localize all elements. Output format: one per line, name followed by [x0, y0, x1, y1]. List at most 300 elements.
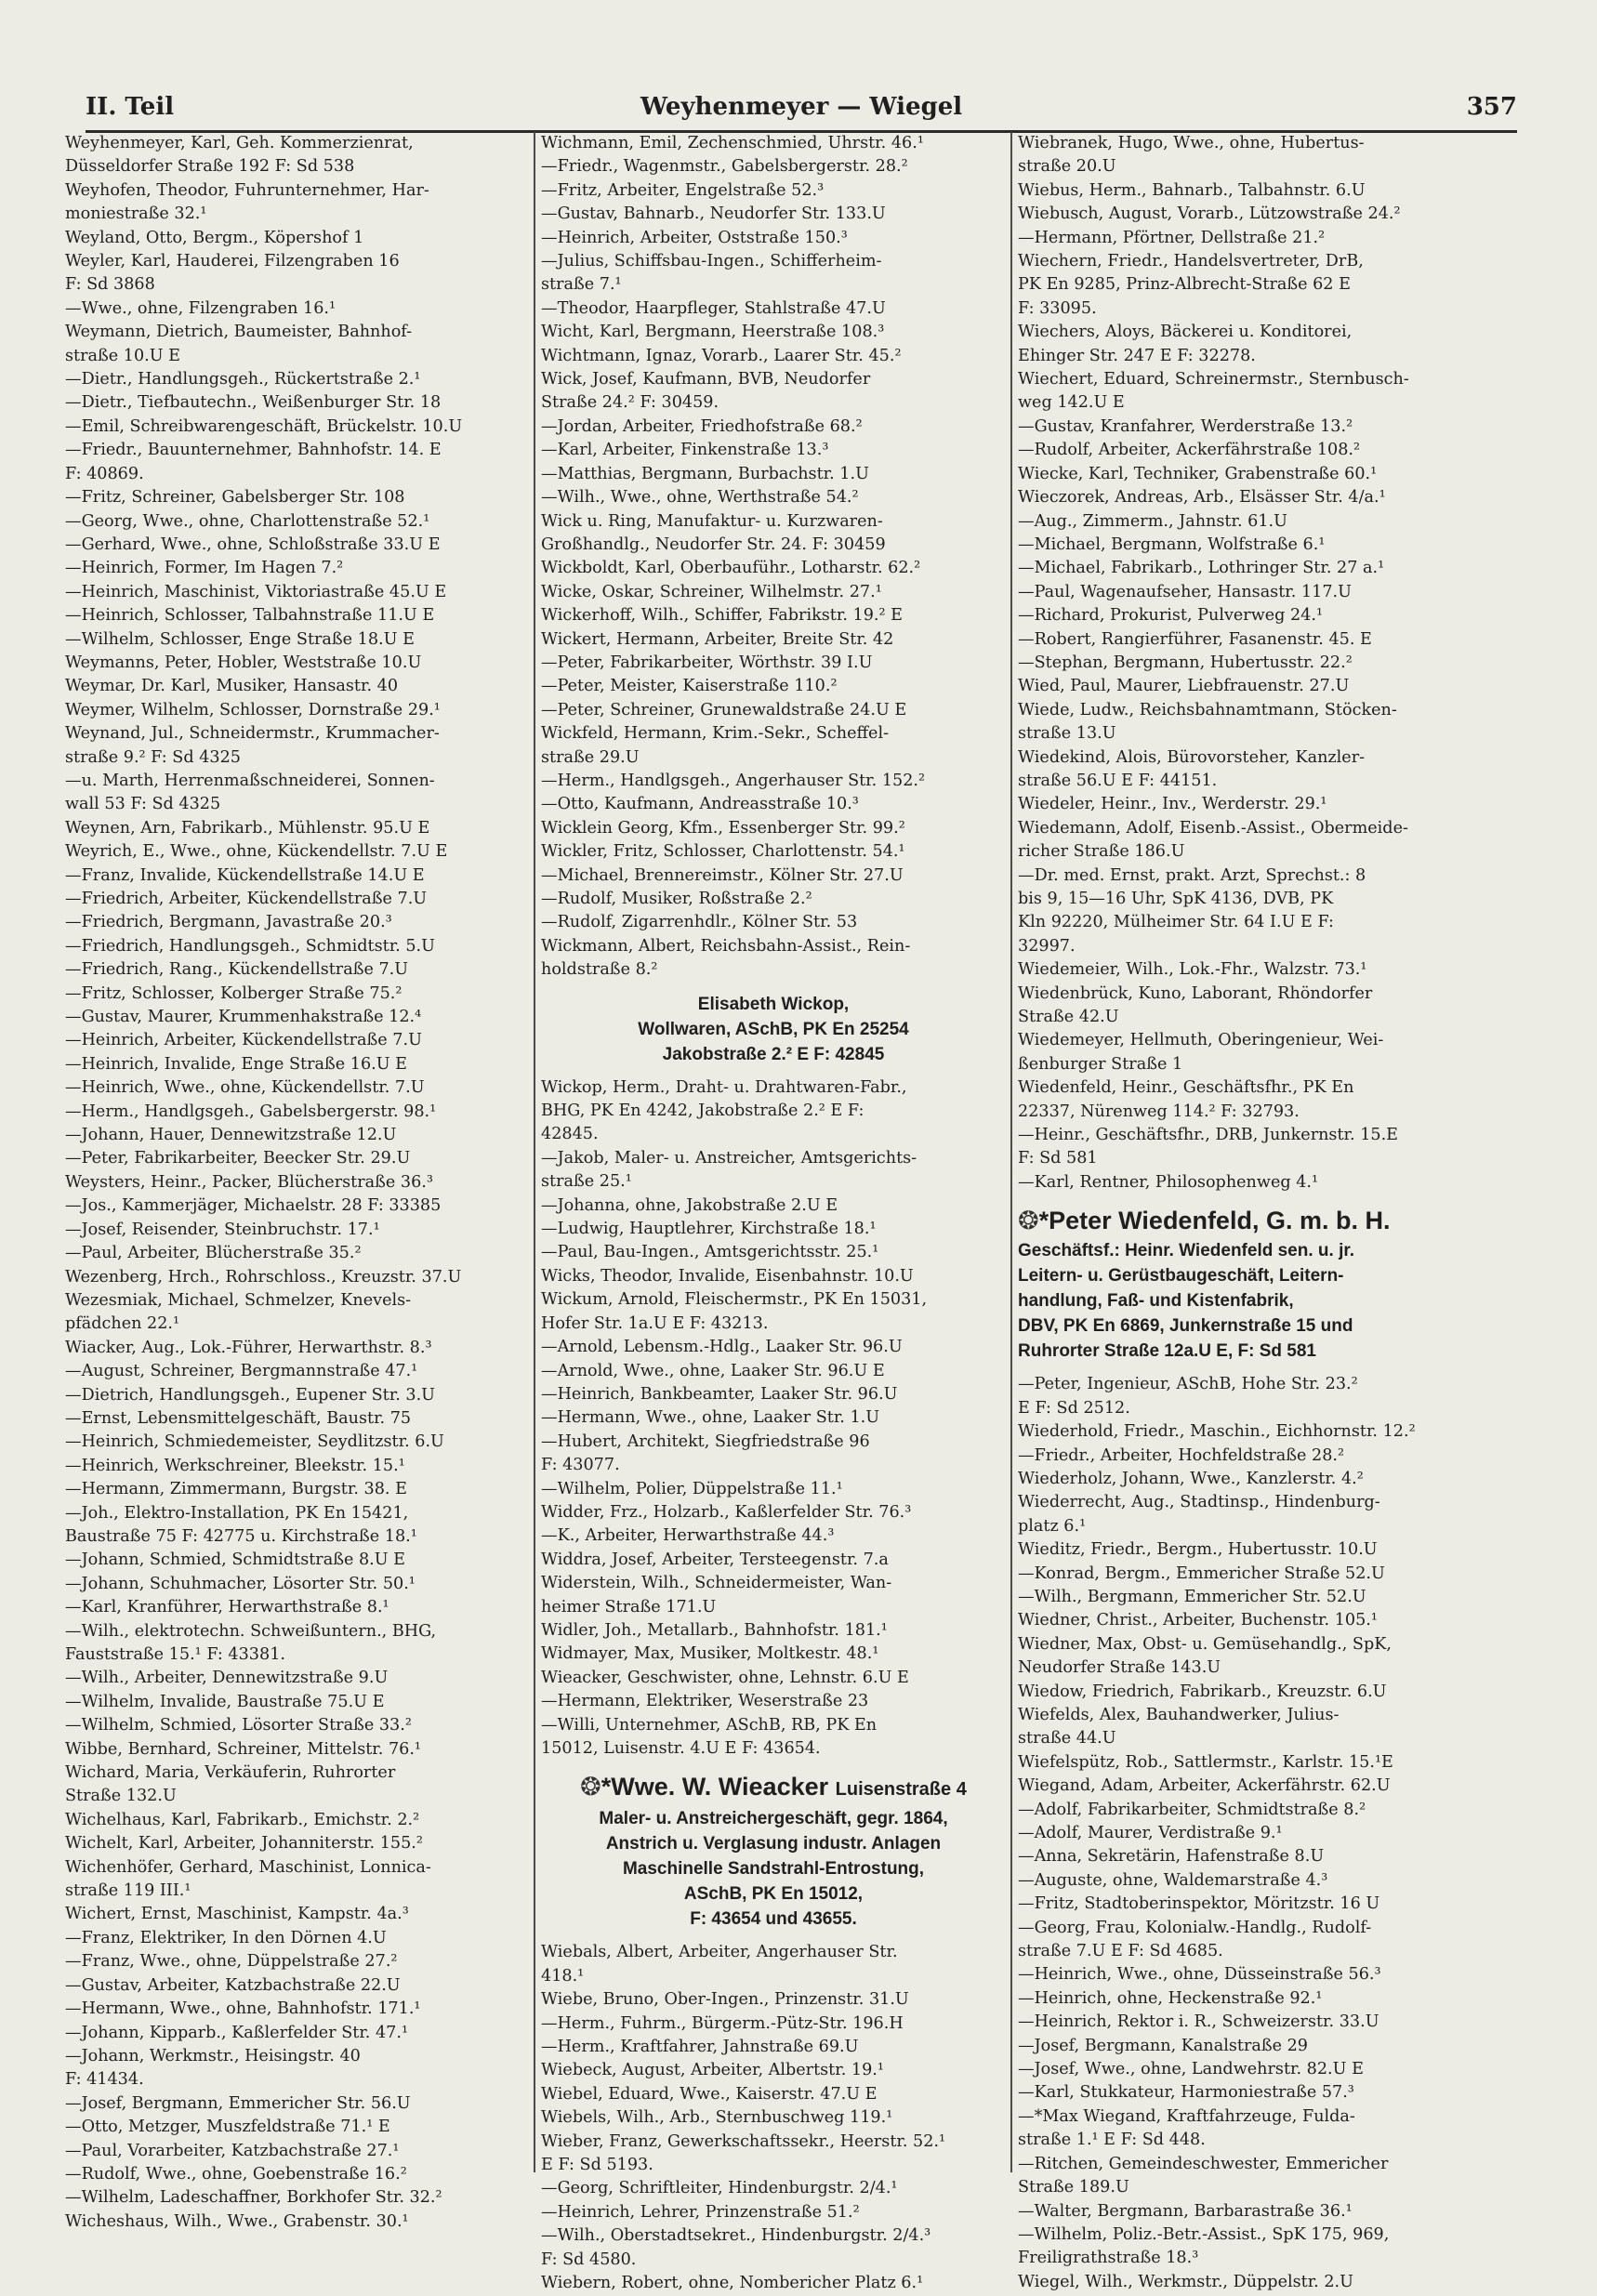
directory-entry: [1018, 628, 1483, 652]
entry-line: Wied, Paul, Maurer, Liebfrauenstr. 27.U: [1018, 677, 1350, 696]
directory-entry: [1018, 486, 1483, 509]
directory-entry: [541, 132, 1006, 155]
directory-entry: [65, 1076, 530, 1100]
entry-continuation: F: 33095.: [1018, 298, 1097, 318]
entry-line: —Adolf, Fabrikarbeiter, Schmidtstraße 8.²: [1018, 1800, 1366, 1819]
entry-line: Wiedekind, Alois, Bürovorsteher, Kanzler-: [1018, 747, 1366, 767]
entry-line: —Emil, Schreibwarengeschäft, Brückelstr. 10.U: [65, 416, 463, 436]
entry-line: Weymann, Dietrich, Baumeister, Bahnhof-: [65, 323, 413, 342]
entry-line: Wichard, Maria, Verkäuferin, Ruhrorter: [65, 1763, 396, 1783]
entry-line: —Ritchen, Gemeindeschwester, Emmericher: [1018, 2154, 1389, 2173]
directory-entry: [541, 1941, 1006, 1988]
entry-line: —August, Schreiner, Bergmannstraße 47.¹: [65, 1362, 418, 1381]
entry-line: —Paul, Bau-Ingen., Amtsgerichtsstr. 25.¹: [541, 1243, 879, 1262]
entry-line: —Heinrich, Schlosser, Talbahnstraße 11.U E: [65, 606, 435, 626]
directory-entry: [541, 581, 1006, 604]
directory-entry: [541, 2224, 1006, 2272]
directory-entry: [1018, 1076, 1483, 1124]
entry-continuation: 15012, Luisenstr. 4.U E F: 43654.: [541, 1739, 821, 1758]
entry-line: —Theodor, Haarpfleger, Stahlstraße 47.U: [541, 298, 886, 318]
entry-continuation: 32997.: [1018, 936, 1076, 956]
entry-line: Weynand, Jul., Schneidermstr., Krummacher-: [65, 724, 440, 744]
directory-entry: [1018, 2105, 1483, 2153]
directory-entry: [541, 1147, 1006, 1194]
entry-line: —Heinrich, Invalide, Enge Straße 16.U E: [65, 1054, 407, 1074]
directory-entry: [541, 840, 1006, 864]
directory-entry: [65, 1573, 530, 1596]
directory-entry: [541, 1572, 1006, 1619]
entry-line: Wickert, Hermann, Arbeiter, Breite Str. 42: [541, 629, 894, 649]
entry-line: Wiebe, Bruno, Ober-Ingen., Prinzenstr. 31.U: [541, 1990, 909, 2010]
directory-entry: [541, 439, 1006, 462]
entry-line: Weysters, Heinr., Packer, Blücherstraße 36.³: [65, 1172, 433, 1192]
directory-entry: [541, 1194, 1006, 1218]
ad-name: *Wwe. W. Wieacker: [601, 1773, 829, 1801]
directory-entry: [65, 368, 530, 391]
entry-line: Wiedenfeld, Heinr., Geschäftsfhr., PK En: [1018, 1078, 1354, 1098]
entry-line: Wickmann, Albert, Reichsbahn-Assist., Rein-: [541, 936, 911, 956]
entry-line: —Adolf, Maurer, Verdistraße 9.¹: [1018, 1824, 1283, 1842]
entry-line: —Heinrich, Arbeiter, Kückendellstraße 7.U: [65, 1031, 422, 1050]
entry-line: —Johann, Hauer, Dennewitzstraße 12.U: [65, 1126, 397, 1145]
entry-line: Wiebels, Wilh., Arb., Sternbuschweg 119.¹: [541, 2108, 893, 2128]
entry-line: —Jos., Kammerjäger, Michaelstr. 28 F: 33385: [65, 1196, 442, 1216]
directory-entry: [1018, 132, 1483, 179]
directory-entry: [65, 1620, 530, 1668]
directory-entry: [541, 179, 1006, 203]
directory-entry: [1018, 2153, 1483, 2200]
entry-line: Wichtmann, Ignaz, Vorarb., Laarer Str. 45.²: [541, 346, 902, 365]
directory-entry: [65, 1903, 530, 1926]
entry-line: Wiechern, Friedr., Handelsvertreter, DrB,: [1018, 252, 1364, 271]
entry-continuation: bis 9, 15—16 Uhr, SpK 4136, DVB, PK: [1018, 890, 1334, 908]
advertisement-wickop: [541, 992, 1006, 1067]
entry-line: Wiegel, Wilh., Werkmstr., Düppelstr. 2.U: [1018, 2272, 1353, 2291]
entry-line: Wichmann, Emil, Zechenschmied, Uhrstr. 46.¹: [541, 134, 924, 152]
directory-entry: [65, 699, 530, 722]
directory-entry: [541, 935, 1006, 983]
ad-title: [541, 1770, 1006, 1806]
directory-entry: [541, 888, 1006, 911]
directory-entry: [65, 604, 530, 627]
directory-entry: [65, 817, 530, 840]
entry-continuation: E F: Sd 5193.: [541, 2156, 653, 2175]
directory-entry: [65, 935, 530, 958]
directory-entry: [65, 1974, 530, 1998]
ad-line: Geschäftsf.: Heinr. Wiedenfeld sen. u. jr.: [1018, 1241, 1354, 1261]
directory-entry: [1018, 2035, 1483, 2058]
entry-line: —Peter, Ingenieur, ASchB, Hohe Str. 23.²: [1018, 1375, 1358, 1394]
entry-line: —Heinrich, Rektor i. R., Schweizerstr. 33.U: [1018, 2012, 1379, 2032]
directory-entry: [541, 1360, 1006, 1383]
directory-entry: [65, 2140, 530, 2163]
entry-line: —Karl, Kranführer, Herwarthstraße 8.¹: [65, 1598, 389, 1617]
directory-entry: [1018, 1845, 1483, 1868]
entry-line: —Heinrich, Maschinist, Viktoriastraße 45.U E: [65, 582, 447, 601]
entry-line: —Wilhelm, Schmied, Lösorter Straße 33.²: [65, 1716, 412, 1735]
directory-entry: [1018, 1893, 1483, 1916]
directory-entry: [1018, 1704, 1483, 1751]
entry-continuation: F: Sd 4580.: [541, 2250, 637, 2269]
entry-line: —Wilh., Wwe., ohne, Werthstraße 54.²: [541, 488, 859, 508]
directory-entry: [1018, 1445, 1483, 1468]
directory-entry: [1018, 2223, 1483, 2271]
directory-entry: [1018, 179, 1483, 203]
directory-entry: [541, 793, 1006, 816]
entry-line: Wicke, Oskar, Schreiner, Wilhelmstr. 27.¹: [541, 582, 882, 601]
directory-entry: [1018, 1681, 1483, 1704]
entry-line: Weymer, Wilhelm, Schlosser, Dornstraße 29.¹: [65, 700, 441, 719]
entry-line: —Paul, Wagenaufseher, Hansastr. 117.U: [1018, 582, 1352, 601]
entry-line: —Herm., Handlgsgeh., Gabelsbergerstr. 98.¹: [65, 1102, 437, 1121]
entry-line: —Michael, Brennereimstr., Kölner Str. 27.U: [541, 865, 904, 885]
entry-line: —Paul, Vorarbeiter, Katzbachstraße 27.¹: [65, 2141, 400, 2160]
entry-continuation: E F: Sd 2512.: [1018, 1398, 1130, 1418]
directory-entry: [65, 1762, 530, 1809]
directory-entry: [65, 1242, 530, 1265]
directory-entry: [541, 864, 1006, 888]
directory-entry: [541, 510, 1006, 558]
entry-continuation: Baustraße 75 F: 42775 u. Kirchstraße 18.¹: [65, 1526, 417, 1546]
page-number: 357: [1466, 93, 1517, 121]
entry-line: Wieditz, Friedr., Bergm., Hubertusstr. 10.U: [1018, 1540, 1378, 1560]
entry-line: —Hermann, Elektriker, Weserstraße 23: [541, 1692, 869, 1711]
directory-entry: [1018, 1963, 1483, 1986]
directory-entry: [1018, 2058, 1483, 2081]
directory-entry: [1018, 958, 1483, 982]
entry-line: —Karl, Arbeiter, Finkenstraße 13.³: [541, 441, 829, 460]
directory-entry: [65, 1738, 530, 1762]
ad-name: *Peter Wiedenfeld, G. m. b. H.: [1038, 1207, 1391, 1235]
entry-continuation: PK En 9285, Prinz-Albrecht-Straße 62 E: [1018, 275, 1351, 295]
entry-line: —Walter, Bergmann, Barbarastraße 36.¹: [1018, 2201, 1353, 2221]
directory-entry: [1018, 1491, 1483, 1538]
directory-entry: [65, 864, 530, 888]
ad-title: [1018, 1204, 1483, 1238]
entry-continuation: straße 20.U: [1018, 157, 1116, 177]
entry-line: —Hermann, Wwe., ohne, Bahnhofstr. 171.¹: [65, 1999, 421, 2019]
directory-entry: [1018, 1633, 1483, 1681]
directory-entry: [65, 1431, 530, 1454]
entry-line: Wiederrecht, Aug., Stadtinsp., Hindenburg-: [1018, 1493, 1380, 1512]
entry-line: Wiedner, Christ., Arbeiter, Buchenstr. 105.¹: [1018, 1611, 1378, 1630]
entry-line: Wichenhöfer, Gerhard, Maschinist, Lonnica-: [65, 1857, 431, 1877]
directory-entry: [65, 770, 530, 817]
entry-line: —Gustav, Arbeiter, Katzbachstraße 22.U: [65, 1975, 401, 1995]
entry-line: Widerstein, Wilh., Schneidermeister, Wan-: [541, 1574, 892, 1593]
entry-continuation: richer Straße 186.U: [1018, 842, 1185, 862]
directory-entry: [65, 1337, 530, 1360]
entry-line: —Johann, Kipparb., Kaßlerfelder Str. 47.¹: [65, 2023, 409, 2042]
entry-line: —Herm., Kraftfahrer, Jahnstraße 69.U: [541, 2038, 859, 2057]
entry-line: Weyhofen, Theodor, Fuhrunternehmer, Har-: [65, 180, 429, 200]
directory-entry: [1018, 817, 1483, 864]
entry-line: —Josef, Bergmann, Kanalstraße 29: [1018, 2036, 1309, 2055]
directory-entry: [65, 1101, 530, 1124]
directory-entry: [65, 1950, 530, 1973]
ad-line: handlung, Faß- und Kistenfabrik,: [1018, 1291, 1294, 1312]
entry-line: —*Max Wiegand, Kraftfahrzeuge, Fulda-: [1018, 2106, 1355, 2126]
directory-entry: [65, 722, 530, 770]
entry-line: Wiedeler, Heinr., Inv., Werderstr. 29.¹: [1018, 795, 1327, 814]
directory-entry: [65, 652, 530, 675]
directory-entry: [1018, 652, 1483, 675]
entry-line: —Friedr., Wagenmstr., Gabelsbergerstr. 28.²: [541, 157, 908, 177]
directory-entry: [65, 2210, 530, 2234]
entry-line: —Paul, Arbeiter, Blücherstraße 35.²: [65, 1244, 362, 1263]
directory-entry: [541, 770, 1006, 793]
entry-continuation: Straße 42.U: [1018, 1008, 1119, 1027]
entry-line: —Peter, Schreiner, Grunewaldstraße 24.U E: [541, 700, 907, 719]
directory-entry: [65, 321, 530, 368]
entry-continuation: pfädchen 22.¹: [65, 1314, 180, 1334]
page-header: [86, 89, 1517, 133]
entry-line: —Georg, Schriftleiter, Hindenburgstr. 2/4.¹: [541, 2179, 898, 2198]
entry-line: —Johann, Schuhmacher, Lösorter Str. 50.¹: [65, 1574, 416, 1593]
entry-line: Wiedow, Friedrich, Fabrikarb., Kreuzstr. 6.U: [1018, 1682, 1387, 1701]
directory-entry: [65, 1502, 530, 1550]
entry-line: —Josef, Wwe., ohne, Landwehrstr. 82.U E: [1018, 2060, 1364, 2079]
entry-line: Wiedemeier, Wilh., Lok.-Fhr., Walzstr. 73.¹: [1018, 960, 1367, 980]
directory-entry: [65, 1832, 530, 1855]
directory-entry: [541, 2131, 1006, 2178]
directory-entry: [1018, 793, 1483, 816]
entry-line: —Otto, Metzger, Muszfeldstraße 71.¹ E: [65, 2118, 390, 2137]
entry-line: —Heinrich, Wwe., ohne, Kückendellstr. 7.U: [65, 1078, 425, 1098]
directory-entry: [541, 345, 1006, 368]
directory-entry: [65, 1147, 530, 1170]
entry-line: Weynen, Arn, Fabrikarb., Mühlenstr. 95.U E: [65, 818, 430, 838]
directory-entry: [541, 2059, 1006, 2082]
directory-entry: [1018, 746, 1483, 794]
directory-entry: [541, 1406, 1006, 1430]
entry-continuation: Kln 92220, Mülheimer Str. 64 I.U E F:: [1018, 913, 1334, 932]
entry-line: —Herm., Fuhrm., Bürgerm.-Pütz-Str. 196.H: [541, 2013, 904, 2033]
directory-entry: [541, 652, 1006, 675]
entry-line: —Wwe., ohne, Filzengraben 16.¹: [65, 298, 337, 318]
entry-line: —Gerhard, Wwe., ohne, Schloßstraße 33.U E: [65, 534, 441, 554]
running-head: Weyhenmeyer — Wiegel: [640, 93, 963, 121]
entry-line: Weyrich, E., Wwe., ohne, Kückendellstr. 7.U E: [65, 842, 448, 862]
entry-line: Widdra, Josef, Arbeiter, Tersteegenstr. 7.a: [541, 1550, 889, 1569]
directory-entry: [541, 1690, 1006, 1713]
directory-entry: [65, 227, 530, 250]
entry-continuation: straße 13.U: [1018, 724, 1116, 744]
entry-line: —Friedrich, Arbeiter, Kückendellstraße 7.U: [65, 890, 428, 908]
directory-entry: [541, 699, 1006, 722]
entry-line: —Georg, Frau, Kolonialw.-Handlg., Rudolf-: [1018, 1918, 1372, 1937]
column-divider: [1010, 132, 1012, 2172]
entry-line: Wiedenbrück, Kuno, Laborant, Rhöndorfer: [1018, 983, 1373, 1003]
entry-line: Wickboldt, Karl, Oberbauführ., Lotharstr. 62.²: [541, 559, 921, 578]
directory-entry: [65, 1667, 530, 1690]
entry-line: —Hermann, Wwe., ohne, Laaker Str. 1.U: [541, 1408, 880, 1428]
directory-entry: [541, 2177, 1006, 2200]
entry-line: Wiede, Ludw., Reichsbahnamtmann, Stöcken-: [1018, 700, 1397, 719]
directory-entry: [1018, 604, 1483, 627]
directory-entry: [1018, 439, 1483, 462]
entry-line: —Heinr., Geschäftsfhr., DRB, Junkernstr. 15.E: [1018, 1126, 1399, 1145]
entry-line: Wichelt, Karl, Arbeiter, Johanniterstr. 155.²: [65, 1834, 423, 1854]
directory-entry: [1018, 1822, 1483, 1845]
entry-line: Wiedner, Max, Obst- u. Gemüsehandlg., SpK,: [1018, 1634, 1392, 1654]
entry-line: —Otto, Kaufmann, Andreasstraße 10.³: [541, 795, 859, 814]
entry-continuation: 42845.: [541, 1125, 599, 1144]
directory-entry: [65, 179, 530, 227]
directory-entry: [541, 1714, 1006, 1762]
ad-line: Maler- u. Anstreichergeschäft, gegr. 1864,: [599, 1809, 948, 1829]
directory-entry: [65, 486, 530, 509]
entry-line: Widmayer, Max, Musiker, Moltkestr. 48.¹: [541, 1644, 879, 1664]
column-3: [1018, 132, 1483, 2291]
entry-line: —Gustav, Maurer, Krummenhakstraße 12.⁴: [65, 1008, 422, 1027]
directory-entry: [65, 1407, 530, 1431]
entry-line: —K., Arbeiter, Herwarthstraße 44.³: [541, 1526, 835, 1546]
directory-entry: [1018, 250, 1483, 321]
directory-entry: [1018, 1171, 1483, 1194]
directory-entry: [541, 486, 1006, 509]
entry-line: Wicheshaus, Wilh., Wwe., Grabenstr. 30.¹: [65, 2211, 409, 2231]
entry-continuation: F: Sd 581: [1018, 1149, 1098, 1168]
entry-continuation: Düsseldorfer Straße 192 F: Sd 538: [65, 157, 355, 177]
entry-continuation: ßenburger Straße 1: [1018, 1054, 1183, 1074]
directory-entry: [65, 1549, 530, 1572]
directory-entry: [65, 1289, 530, 1337]
directory-entry: [541, 1478, 1006, 1501]
directory-entry: [65, 675, 530, 698]
entry-continuation: straße 29.U: [541, 747, 640, 767]
directory-entry: [541, 1643, 1006, 1666]
directory-entry: [541, 1076, 1006, 1147]
entry-line: —Wilh., Bergmann, Emmericher Str. 52.U: [1018, 1587, 1366, 1606]
ad-line: Maschinelle Sandstrahl-Entrostung,: [622, 1859, 925, 1880]
directory-entry: [65, 1596, 530, 1619]
entry-continuation: Großhandlg., Neudorfer Str. 24. F: 30459: [541, 534, 886, 554]
directory-entry: [541, 1431, 1006, 1478]
directory-entry: [541, 675, 1006, 698]
directory-entry: [65, 1809, 530, 1832]
directory-entry: [65, 1714, 530, 1737]
directory-entry: [1018, 581, 1483, 604]
directory-entry: [65, 1856, 530, 1904]
entry-line: —Robert, Rangierführer, Fasanenstr. 45. E: [1018, 629, 1372, 649]
directory-entry: [1018, 1917, 1483, 1964]
entry-line: Wickerhoff, Wilh., Schiffer, Fabrikstr. 19.² E: [541, 606, 903, 626]
directory-entry: [65, 391, 530, 415]
entry-line: Wieczorek, Andreas, Arb., Elsässer Str. 4/a.¹: [1018, 488, 1386, 508]
ad-address: Luisenstraße 4: [835, 1779, 967, 1801]
directory-entry: [1018, 1869, 1483, 1893]
entry-line: Wezesmiak, Michael, Schmelzer, Knevels-: [65, 1290, 412, 1310]
entry-line: —Peter, Fabrikarbeiter, Wörthstr. 39 I.U: [541, 653, 873, 672]
entry-line: Wibbe, Bernhard, Schreiner, Mittelstr. 76.¹: [65, 1739, 421, 1759]
entry-line: —Karl, Stukkateur, Harmoniestraße 57.³: [1018, 2083, 1354, 2103]
entry-continuation: Straße 24.² F: 30459.: [541, 393, 719, 413]
part-label: II. Teil: [86, 93, 175, 121]
directory-entry: [541, 817, 1006, 840]
directory-entry: [1018, 557, 1483, 580]
entry-line: —Rudolf, Musiker, Roßstraße 2.²: [541, 890, 812, 908]
entry-continuation: weg 142.U E: [1018, 393, 1125, 413]
entry-line: —Josef, Bergmann, Emmericher Str. 56.U: [65, 2093, 411, 2113]
entry-continuation: Hofer Str. 1a.U E F: 43213.: [541, 1313, 769, 1333]
entry-line: —Heinrich, Schmiedemeister, Seydlitzstr. 6.U: [65, 1432, 444, 1452]
ad-line: Anstrich u. Verglasung industr. Anlagen: [605, 1834, 942, 1854]
advertisement-wieacker: [541, 1770, 1006, 1932]
entry-continuation: BHG, PK En 4242, Jakobstraße 2.² E F:: [541, 1102, 864, 1121]
directory-entry: [65, 1219, 530, 1242]
directory-entry: [1018, 2011, 1483, 2034]
directory-entry: [65, 297, 530, 321]
entry-line: —Hermann, Pförtner, Dellstraße 21.²: [1018, 228, 1326, 247]
entry-line: Wiechers, Aloys, Bäckerei u. Konditorei,: [1018, 323, 1353, 342]
entry-line: Wiegand, Adam, Arbeiter, Ackerfährstr. 62.U: [1018, 1776, 1391, 1796]
entry-line: —Matthias, Bergmann, Burbachstr. 1.U: [541, 464, 869, 483]
directory-entry: [1018, 2271, 1483, 2294]
directory-entry: [541, 722, 1006, 770]
directory-entry: [1018, 227, 1483, 250]
column-1: [65, 132, 530, 2231]
entry-continuation: moniestraße 32.¹: [65, 205, 207, 224]
entry-continuation: wall 53 F: Sd 4325: [65, 795, 221, 814]
entry-line: —Ernst, Lebensmittelgeschäft, Baustr. 75: [65, 1408, 412, 1428]
entry-line: Wicht, Karl, Bergmann, Heerstraße 108.³: [541, 323, 885, 342]
entry-line: —Friedr., Bauunternehmer, Bahnhofstr. 14. E: [65, 441, 442, 460]
entry-continuation: straße 1.¹ E F: Sd 448.: [1018, 2131, 1206, 2150]
directory-entry: [65, 250, 530, 297]
entry-line: Wiebus, Herm., Bahnarb., Talbahnstr. 6.U: [1018, 180, 1366, 200]
entry-line: —Dietrich, Handlungsgeh., Eupener Str. 3.U: [65, 1385, 435, 1405]
entry-line: —Dietr., Tiefbautechn., Weißenburger Str. 18: [65, 393, 442, 413]
entry-line: Wickop, Herm., Draht- u. Drahtwaren-Fabr.,: [541, 1077, 907, 1097]
entry-line: —Gustav, Bahnarb., Neudorfer Str. 133.U: [541, 205, 886, 224]
entry-line: —Konrad, Bergm., Emmericher Straße 52.U: [1018, 1564, 1385, 1583]
entry-continuation: F: Sd 3868: [65, 275, 155, 295]
directory-entry: [65, 1266, 530, 1289]
entry-line: —Friedrich, Bergmann, Javastraße 20.³: [65, 913, 392, 932]
directory-entry: [1018, 1775, 1483, 1798]
directory-entry: [65, 2163, 530, 2186]
entry-line: —Richard, Prokurist, Pulverweg 24.¹: [1018, 606, 1324, 626]
ad-line: ASchB, PK En 15012,: [683, 1884, 864, 1905]
entry-line: —Heinrich, Bankbeamter, Laaker Str. 96.U: [541, 1384, 898, 1404]
directory-entry: [65, 557, 530, 580]
directory-entry: [1018, 1799, 1483, 1822]
entry-line: Wiebel, Eduard, Wwe., Kaiserstr. 47.U E: [541, 2084, 878, 2104]
entry-line: Wiebern, Robert, ohne, Nombericher Platz 6.¹: [541, 2274, 924, 2293]
directory-entry: [541, 1549, 1006, 1572]
directory-entry: [65, 983, 530, 1006]
directory-entry: [65, 439, 530, 486]
directory-entry: [1018, 534, 1483, 557]
entry-line: Weymar, Dr. Karl, Musiker, Hansastr. 40: [65, 677, 399, 696]
entry-line: —Fritz, Arbeiter, Engelstraße 52.³: [541, 180, 825, 200]
directory-entry: [1018, 1029, 1483, 1076]
entry-line: —Peter, Meister, Kaiserstraße 110.²: [541, 677, 838, 696]
entry-line: —Jordan, Arbeiter, Friedhofstraße 68.²: [541, 416, 863, 436]
entry-line: Wichert, Ernst, Maschinist, Kampstr. 4a.³: [65, 1905, 409, 1924]
directory-entry: [65, 1171, 530, 1194]
entry-continuation: straße 119 III.¹: [65, 1881, 191, 1901]
directory-entry: [1018, 1538, 1483, 1562]
entry-line: Wiederholz, Johann, Wwe., Kanzlerstr. 4.²: [1018, 1469, 1364, 1488]
entry-continuation: Neudorfer Straße 143.U: [1018, 1658, 1221, 1678]
directory-entry: [65, 2116, 530, 2139]
directory-entry: [1018, 983, 1483, 1030]
directory-entry: [65, 1927, 530, 1950]
directory-entry: [1018, 2081, 1483, 2105]
entry-line: —Heinrich, Werkschreiner, Bleekstr. 15.¹: [65, 1456, 405, 1475]
